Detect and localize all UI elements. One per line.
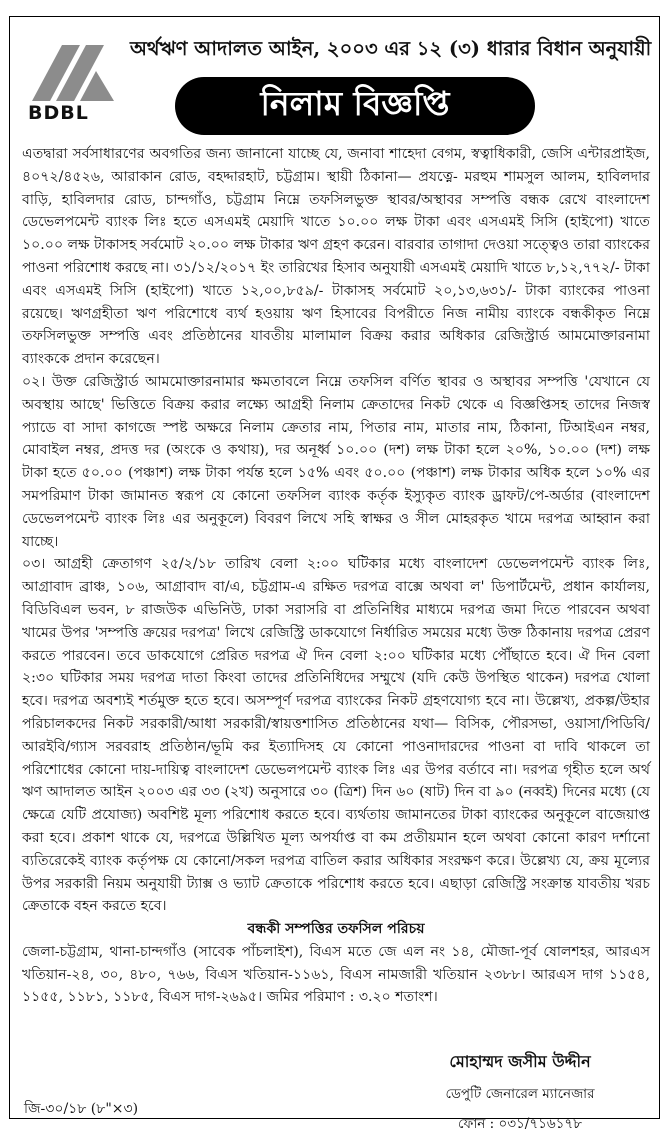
signature-block	[405, 1049, 635, 1136]
schedule-text: জেলা-চট্টগ্রাম, থানা-চান্দগাঁও (সাবেক পাঁচলাইশ), বিএস মতে জে এল নং ১৪, মৌজা-পূর্ব ষোলশহর, আরএস খতিয়ান-২৪, ৩০, ৪৮০, ৭৬৬, বিএস খতিয়ান-১১৬১, বিএস নামজারী খতিয়ান ২৩৮৮। আরএস দাগ ১১৫৪, ১১৫৫, ১১৮১, ১১৮৫, বিএস দাগ-২৬৯৫। জমির পরিমাণ : ৩.২০ শতাংশ।	[22, 943, 650, 1006]
bdbl-logo-text: BDBL	[28, 102, 89, 124]
schedule-title: বন্ধকী সম্পত্তির তফসিল পরিচয়	[247, 921, 425, 938]
banner-text: নিলাম বিজ্ঞপ্তি	[260, 84, 450, 123]
paragraph-02: ০২। উক্ত রেজিস্ট্রার্ড আমমোক্তারনামার ক্ষমতাবলে নিম্নে তফসিল বর্ণিত স্থাবর ও অস্থাবর সম্পত্তি 'যেখানে যে অবস্থায় আছে' ভিত্তিতে বিক্রয় করার লক্ষ্যে আগ্রহী নিলাম ক্রেতাদের নিকট থেকে এ বিজ্ঞপ্তিসহ তাদের নিজস্ব প্যাডে বা সাদা কাগজে স্পষ্ট অক্ষরে নিলাম ক্রেতার নাম, পিতার নাম, মাতার নাম, ঠিকানা, টিআইএন নম্বর, মোবাইল নম্বর, প্রদত্ত দর (অংকে ও কথায়), দর অনূর্ধ্ব ১০.০০ (দশ) লক্ষ টাকা হলে ২০%, ১০.০০ (দশ) লক্ষ টাকা হতে ৫০.০০ (পঞ্চাশ) লক্ষ টাকা পর্যন্ত হলে ১৫% এবং ৫০.০০ (পঞ্চাশ) লক্ষ টাকার অধিক হলে ১০% এর সমপরিমাণ টাকা জামানত স্বরূপ যে কোনো তফসিল ব্যাংক কর্তৃক ইস্যুকৃত ব্যাংক ড্রাফট/পে-অর্ডার (বাংলাদেশ ডেভেলপমেন্ট ব্যাংক লিঃ এর অনুকূলে) বিবরণ লিখে সহি স্বাক্ষর ও সীল মোহরকৃত খামে দরপত্র আহ্বান করা যাচ্ছে।	[22, 373, 650, 550]
notice-frame	[9, 16, 660, 1132]
signatory-phone: ফোন : ০৩১/৭১৬১৭৮	[458, 1116, 582, 1132]
reference-number: জি-৩০/১৮ (৮"×৩)	[24, 1101, 139, 1117]
signatory-designation: ডেপুটি জেনারেল ম্যানেজার	[445, 1086, 595, 1102]
notice-header-title: অর্থঋণ আদালত আইন, ২০০৩ এর ১২ (৩) ধারার বিধান অনুযায়ী	[130, 37, 652, 60]
paragraph-01: এতদ্বারা সর্বসাধারণের অবগতির জন্য জানানো যাচ্ছে যে, জনাবা শাহেদা বেগম, স্বত্বাধিকারী, জেসি এন্টারপ্রাইজ, ৪০৭২/৪৫২৬, আরাকান রোড, বহদ্দারহাট, চট্টগ্রাম। স্থায়ী ঠিকানা— প্রযত্নে- মরহুম শামসুল আলম, হাবিলদার বাড়ি, হাবিলদার রোড, চান্দগাঁও, চট্টগ্রাম নিম্নে তফসিলভুক্ত স্থাবর/অস্থাবর সম্পত্তি বন্ধক রেখে বাংলাদেশ ডেভেলপমেন্ট ব্যাংক লিঃ হতে এসএমই মেয়াদি খাতে ১০.০০ লক্ষ টাকা এবং এসএমই সিসি (হাইপো) খাতে ১০.০০ লক্ষ টাকাসহ সর্বমোট ২০.০০ লক্ষ টাকার ঋণ গ্রহণ করেন। বারবার তাগাদা দেওয়া সত্ত্বেও তারা ব্যাংকের পাওনা পরিশোধ করছে না। ৩১/১২/২০১৭ ইং তারিখের হিসাব অনুযায়ী এসএমই মেয়াদি খাতে ৮,১২,৭৭২/- টাকা এবং এসএমই সিসি (হাইপো) খাতে ১২,০০,৮৫৯/- টাকাসহ সর্বমোট ২০,১৩,৬৩১/- টাকা ব্যাংকের পাওনা রয়েছে। ঋণগ্রহীতা ঋণ পরিশোধে ব্যর্থ হওয়ায় ঋণ হিসাবের বিপরীতে নিজ নামীয় ব্যাংকে বন্ধকীকৃত নিম্নে তফসিলভুক্ত সম্পত্তি এবং প্রতিষ্ঠানের যাবতীয় মালামাল বিক্রয় করার অধিকার রেজিস্ট্রার্ড আমমোক্তারনামা ব্যাংককে প্রদান করেছেন।	[22, 146, 650, 368]
notice-body	[22, 143, 650, 1009]
auction-notice-banner	[175, 77, 535, 135]
signatory-name: মোহাম্মদ জসীম উদ্দীন	[449, 1052, 591, 1071]
clipped-top-strip	[0, 0, 669, 16]
paragraph-03: ০৩। আগ্রহী ক্রেতাগণ ২৫/২/১৮ তারিখ বেলা ২:০০ ঘটিকার মধ্যে বাংলাদেশ ডেভেলপমেন্ট ব্যাংক লিঃ, আগ্রাবাদ ব্রাঞ্চ, ১০৬, আগ্রাবাদ বা/এ, চট্টগ্রাম-এ রক্ষিত দরপত্র বাক্সে অথবা ল' ডিপার্টমেন্ট, প্রধান কার্যালয়, বিডিবিএল ভবন, ৮ রাজউক এভিনিউ, ঢাকা সরাসরি বা প্রতিনিধির মাধ্যমে দরপত্র জমা দিতে পারবেন অথবা খামের উপর 'সম্পত্তি ক্রয়ের দরপত্র' লিখে রেজিস্ট্রি ডাকযোগে নির্ধারিত সময়ের মধ্যে উক্ত ঠিকানায় দরপত্র প্রেরণ করতে পারবেন। তবে ডাকযোগে প্রেরিত দরপত্র ঐ দিন বেলা ২:০০ ঘটিকার মধ্যে পৌঁছাতে হবে। ঐ দিন বেলা ২:৩০ ঘটিকার সময় দরপত্র দাতা কিংবা তাদের প্রতিনিধিদের সম্মুখে (যদি কেউ উপস্থিত থাকেন) দরপত্র খোলা হবে। দরপত্র অবশ্যই শর্তমুক্ত হতে হবে। অসম্পূর্ণ দরপত্র ব্যাংকের নিকট গ্রহণযোগ্য হবে না। উল্লেখ্য, প্রকল্প/উহার পরিচালকদের নিকট সরকারী/আধা সরকারী/স্বায়ত্তশাসিত প্রতিষ্ঠানের যথা— বিসিক, পৌরসভা, ওয়াসা/পিডিবি/আরইবি/গ্যাস সরবরাহ প্রতিষ্ঠান/ভূমি কর ইত্যাদিসহ যে কোনো পাওনাদারদের পাওনা বা দাবি থাকলে তা পরিশোধের কোনো দায়-দায়িত্ব বাংলাদেশ ডেভেলপমেন্ট ব্যাংক লিঃ এর উপর বর্তাবে না। দরপত্র গৃহীত হলে অর্থ ঋণ আদালত আইন ২০০৩ এর ৩৩ (২খ) অনুসারে ৩০ (ত্রিশ) দিন ৬০ (ষাট) দিন বা ৯০ (নব্বই) দিনের মধ্যে (যে ক্ষেত্রে যেটি প্রযোজ্য) অবশিষ্ট মূল্য পরিশোধ করতে হবে। ব্যর্থতায় জামানতের টাকা ব্যাংকের অনুকূলে বাজেয়াপ্ত করা হবে। প্রকাশ থাকে যে, দরপত্রে উল্লিখিত মূল্য অপর্যাপ্ত বা কম প্রতীয়মান হলে অথবা কোনো কারণ দর্শানো ব্যতিরেকেই ব্যাংক কর্তৃপক্ষ যে কোনো/সকল দরপত্র বাতিল করার অধিকার সংরক্ষণ করে। উল্লেখ্য যে, ক্রয় মূল্যের উপর সরকারী নিয়ম অনুযায়ী ট্যাক্স ও ভ্যাট ক্রেতাকে পরিশোধ করতে হবে। এছাড়া রেজিস্ট্রি সংক্রান্ত যাবতীয় খরচ ক্রেতাকে বহন করতে হবে।	[22, 556, 650, 915]
